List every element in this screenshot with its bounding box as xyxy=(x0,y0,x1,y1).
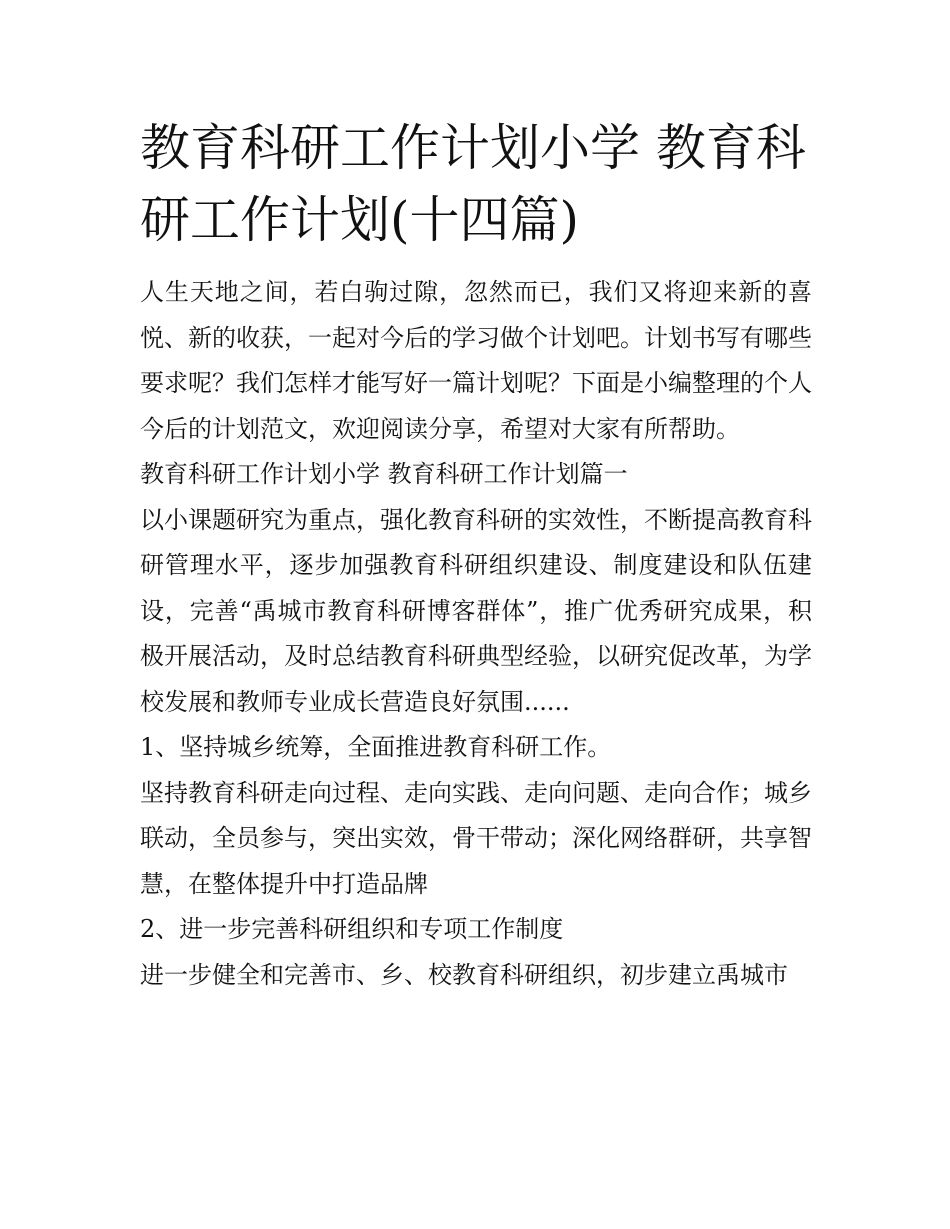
list-item-heading: 1、坚持城乡统筹，全面推进教育科研工作。 xyxy=(140,733,612,761)
document-body xyxy=(140,112,812,998)
body-paragraph: 进一步健全和完善市、乡、校教育科研组织，初步建立禹城市 xyxy=(140,960,788,989)
document-title: 教育科研工作计划小学 教育科研工作计划(十四篇) xyxy=(140,119,806,249)
intro-paragraph: 人生天地之间，若白驹过隙，忽然而已，我们又将迎来新的喜悦、新的收获，一起对今后的学习做个计划吧。计划书写有哪些要求呢？我们怎样才能写好一篇计划呢？下面是小编整理的个人今后的计划范文，欢迎阅读分享，希望对大家有所帮助。 xyxy=(140,278,812,443)
body-paragraph: 坚持教育科研走向过程、走向实践、走向问题、走向合作；城乡联动，全员参与，突出实效，骨干带动；深化网络群研，共享智慧，在整体提升中打造品牌 xyxy=(140,778,812,898)
body-paragraph: 以小课题研究为重点，强化教育科研的实效性，不断提高教育科研管理水平，逐步加强教育科研组织建设、制度建设和队伍建设，完善“禹城市教育科研博客群体”，推广优秀研究成果，积极开展活动，及时总结教育科研典型经验，以研究促改革，为学校发展和教师专业成长营造良好氛围...... xyxy=(140,505,812,716)
list-item-heading: 2、进一步完善科研组织和专项工作制度 xyxy=(140,915,564,943)
section-heading: 教育科研工作计划小学 教育科研工作计划篇一 xyxy=(140,460,628,488)
